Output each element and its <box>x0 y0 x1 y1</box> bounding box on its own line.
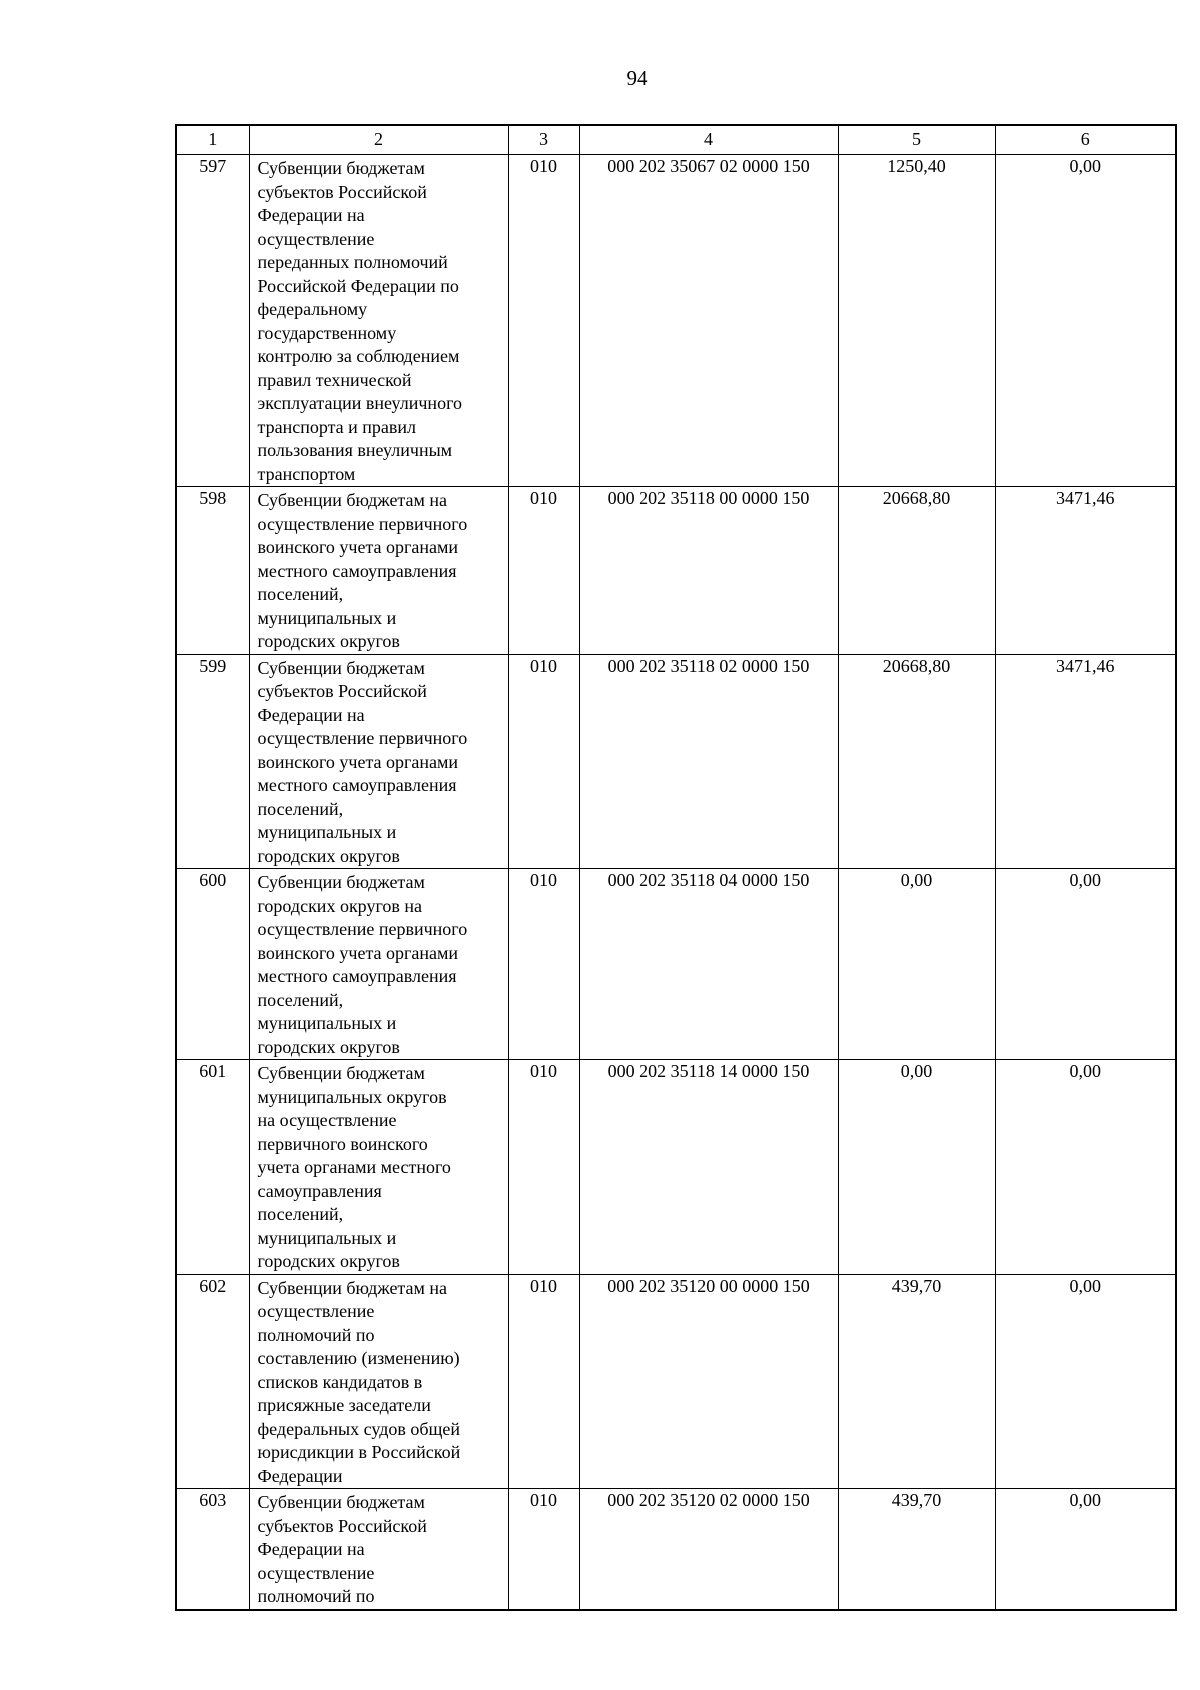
row-name-line: поселений, <box>257 798 344 819</box>
page-number: 94 <box>626 66 648 90</box>
row-name <box>249 155 508 487</box>
table-header-row <box>176 125 1176 155</box>
row-number: 601 <box>176 1060 249 1275</box>
row-name-line: осуществление первичного <box>257 513 468 534</box>
row-name-line: городских округов <box>257 1036 400 1057</box>
row-name-line: поселений, <box>257 584 344 604</box>
row-value-5: 0,00 <box>838 869 995 1060</box>
table-row <box>176 1060 1176 1275</box>
row-name-line: субъектов Российской <box>257 1515 427 1536</box>
row-name-line: местного самоуправления <box>257 966 457 986</box>
row-name-line: Российской Федерации по <box>257 275 459 296</box>
row-value-6: 0,00 <box>995 869 1176 1060</box>
row-name-line: Федерации на <box>257 704 365 725</box>
row-name-line: пользования внеуличным <box>257 440 453 460</box>
row-name-line: местного самоуправления <box>257 560 457 581</box>
row-number: 603 <box>176 1489 249 1610</box>
column-header: 6 <box>995 125 1176 155</box>
row-name-line: городских округов <box>257 845 400 866</box>
row-name-line: поселений, <box>257 989 344 1010</box>
row-name-line: Субвенции бюджетам <box>257 1492 425 1512</box>
row-number: 602 <box>176 1274 249 1489</box>
row-name-line: полномочий по <box>257 1324 375 1345</box>
row-name-line: осуществление <box>257 1562 375 1583</box>
table-row <box>176 1274 1176 1489</box>
row-name-line: на осуществление <box>257 1110 397 1130</box>
table-row <box>176 869 1176 1060</box>
row-name-line: Федерации на <box>257 1539 365 1559</box>
row-value-5: 20668,80 <box>838 487 995 655</box>
row-name-line: полномочий по <box>257 1586 375 1606</box>
budget-table <box>175 124 1177 1611</box>
row-name-line: эксплуатации внеуличного <box>257 393 463 413</box>
row-name-line: федеральных судов общей <box>257 1418 461 1439</box>
row-code: 010 <box>508 1489 579 1610</box>
row-name <box>249 1274 508 1489</box>
row-name-line: воинского учета органами <box>257 751 459 772</box>
row-name-line: переданных полномочий <box>257 252 448 272</box>
row-code: 010 <box>508 869 579 1060</box>
table-row <box>176 487 1176 655</box>
row-code: 010 <box>508 654 579 869</box>
row-kbk-code: 000 202 35118 02 0000 150 <box>579 654 838 869</box>
table-row <box>176 1489 1176 1610</box>
row-name-line: государственному <box>257 322 397 343</box>
row-name-line: Субвенции бюджетам <box>257 657 425 678</box>
row-name-line: федеральному <box>257 299 368 319</box>
row-name <box>249 487 508 655</box>
row-name-line: поселений, <box>257 1204 344 1224</box>
table-row <box>176 155 1176 487</box>
row-name-line: первичного воинского <box>257 1133 428 1154</box>
row-code: 010 <box>508 1274 579 1489</box>
row-kbk-code: 000 202 35118 00 0000 150 <box>579 487 838 655</box>
row-code: 010 <box>508 487 579 655</box>
row-code: 010 <box>508 155 579 487</box>
row-name <box>249 869 508 1060</box>
row-kbk-code: 000 202 35120 00 0000 150 <box>579 1274 838 1489</box>
row-number: 599 <box>176 654 249 869</box>
row-name-line: Субвенции бюджетам на <box>257 490 448 510</box>
column-header: 5 <box>838 125 995 155</box>
row-name-line: осуществление первичного <box>257 728 468 748</box>
row-name-line: муниципальных и <box>257 607 397 628</box>
row-name-line: Субвенции бюджетам <box>257 872 425 892</box>
row-kbk-code: 000 202 35067 02 0000 150 <box>579 155 838 487</box>
row-name-line: Субвенции бюджетам на <box>257 1277 448 1298</box>
row-value-6: 3471,46 <box>995 654 1176 869</box>
row-name-line: Субвенции бюджетам <box>257 1063 425 1083</box>
row-value-5: 439,70 <box>838 1489 995 1610</box>
row-number: 598 <box>176 487 249 655</box>
row-name-line: самоуправления <box>257 1180 382 1201</box>
row-name-line: Федерации <box>257 1465 343 1486</box>
row-value-6: 0,00 <box>995 1060 1176 1275</box>
row-code: 010 <box>508 1060 579 1275</box>
table-row <box>176 654 1176 869</box>
row-name <box>249 654 508 869</box>
row-kbk-code: 000 202 35118 14 0000 150 <box>579 1060 838 1275</box>
row-name-line: составлению (изменению) <box>257 1348 460 1368</box>
row-name-line: контролю за соблюдением <box>257 346 460 366</box>
row-name-line: городских округов <box>257 631 400 651</box>
row-name-line: транспорта и правил <box>257 416 417 437</box>
row-name-line: списков кандидатов в <box>257 1371 423 1392</box>
row-name-line: осуществление первичного <box>257 919 468 939</box>
row-name-line: учета органами местного <box>257 1157 451 1177</box>
row-name-line: осуществление <box>257 228 375 249</box>
row-name-line: транспортом <box>257 463 356 484</box>
row-name-line: городских округов <box>257 1251 400 1271</box>
row-name-line: местного самоуправления <box>257 775 457 795</box>
row-number: 597 <box>176 155 249 487</box>
row-name-line: городских округов на <box>257 895 423 916</box>
row-name <box>249 1489 508 1610</box>
row-name-line: муниципальных и <box>257 1227 397 1248</box>
row-name-line: муниципальных и <box>257 1013 397 1033</box>
row-name-line: Субвенции бюджетам <box>257 158 425 178</box>
column-header: 2 <box>249 125 508 155</box>
column-header: 4 <box>579 125 838 155</box>
row-name-line: юрисдикции в Российской <box>257 1442 461 1462</box>
row-value-5: 1250,40 <box>838 155 995 487</box>
row-name-line: воинского учета органами <box>257 537 459 557</box>
row-name-line: муниципальных округов <box>257 1086 447 1107</box>
row-value-5: 20668,80 <box>838 654 995 869</box>
row-number: 600 <box>176 869 249 1060</box>
row-value-6: 0,00 <box>995 1489 1176 1610</box>
row-kbk-code: 000 202 35120 02 0000 150 <box>579 1489 838 1610</box>
column-header: 1 <box>176 125 249 155</box>
row-value-5: 0,00 <box>838 1060 995 1275</box>
row-name-line: Федерации на <box>257 205 365 225</box>
row-value-6: 0,00 <box>995 1274 1176 1489</box>
row-name <box>249 1060 508 1275</box>
column-header: 3 <box>508 125 579 155</box>
row-name-line: правил технической <box>257 369 412 390</box>
row-kbk-code: 000 202 35118 04 0000 150 <box>579 869 838 1060</box>
row-name-line: осуществление <box>257 1301 375 1321</box>
row-name-line: воинского учета органами <box>257 942 459 963</box>
row-value-6: 3471,46 <box>995 487 1176 655</box>
table-body <box>176 155 1176 1610</box>
row-name-line: муниципальных и <box>257 822 397 842</box>
row-name-line: присяжные заседатели <box>257 1395 431 1415</box>
row-value-6: 0,00 <box>995 155 1176 487</box>
row-name-line: субъектов Российской <box>257 681 427 701</box>
row-value-5: 439,70 <box>838 1274 995 1489</box>
row-name-line: субъектов Российской <box>257 181 427 202</box>
